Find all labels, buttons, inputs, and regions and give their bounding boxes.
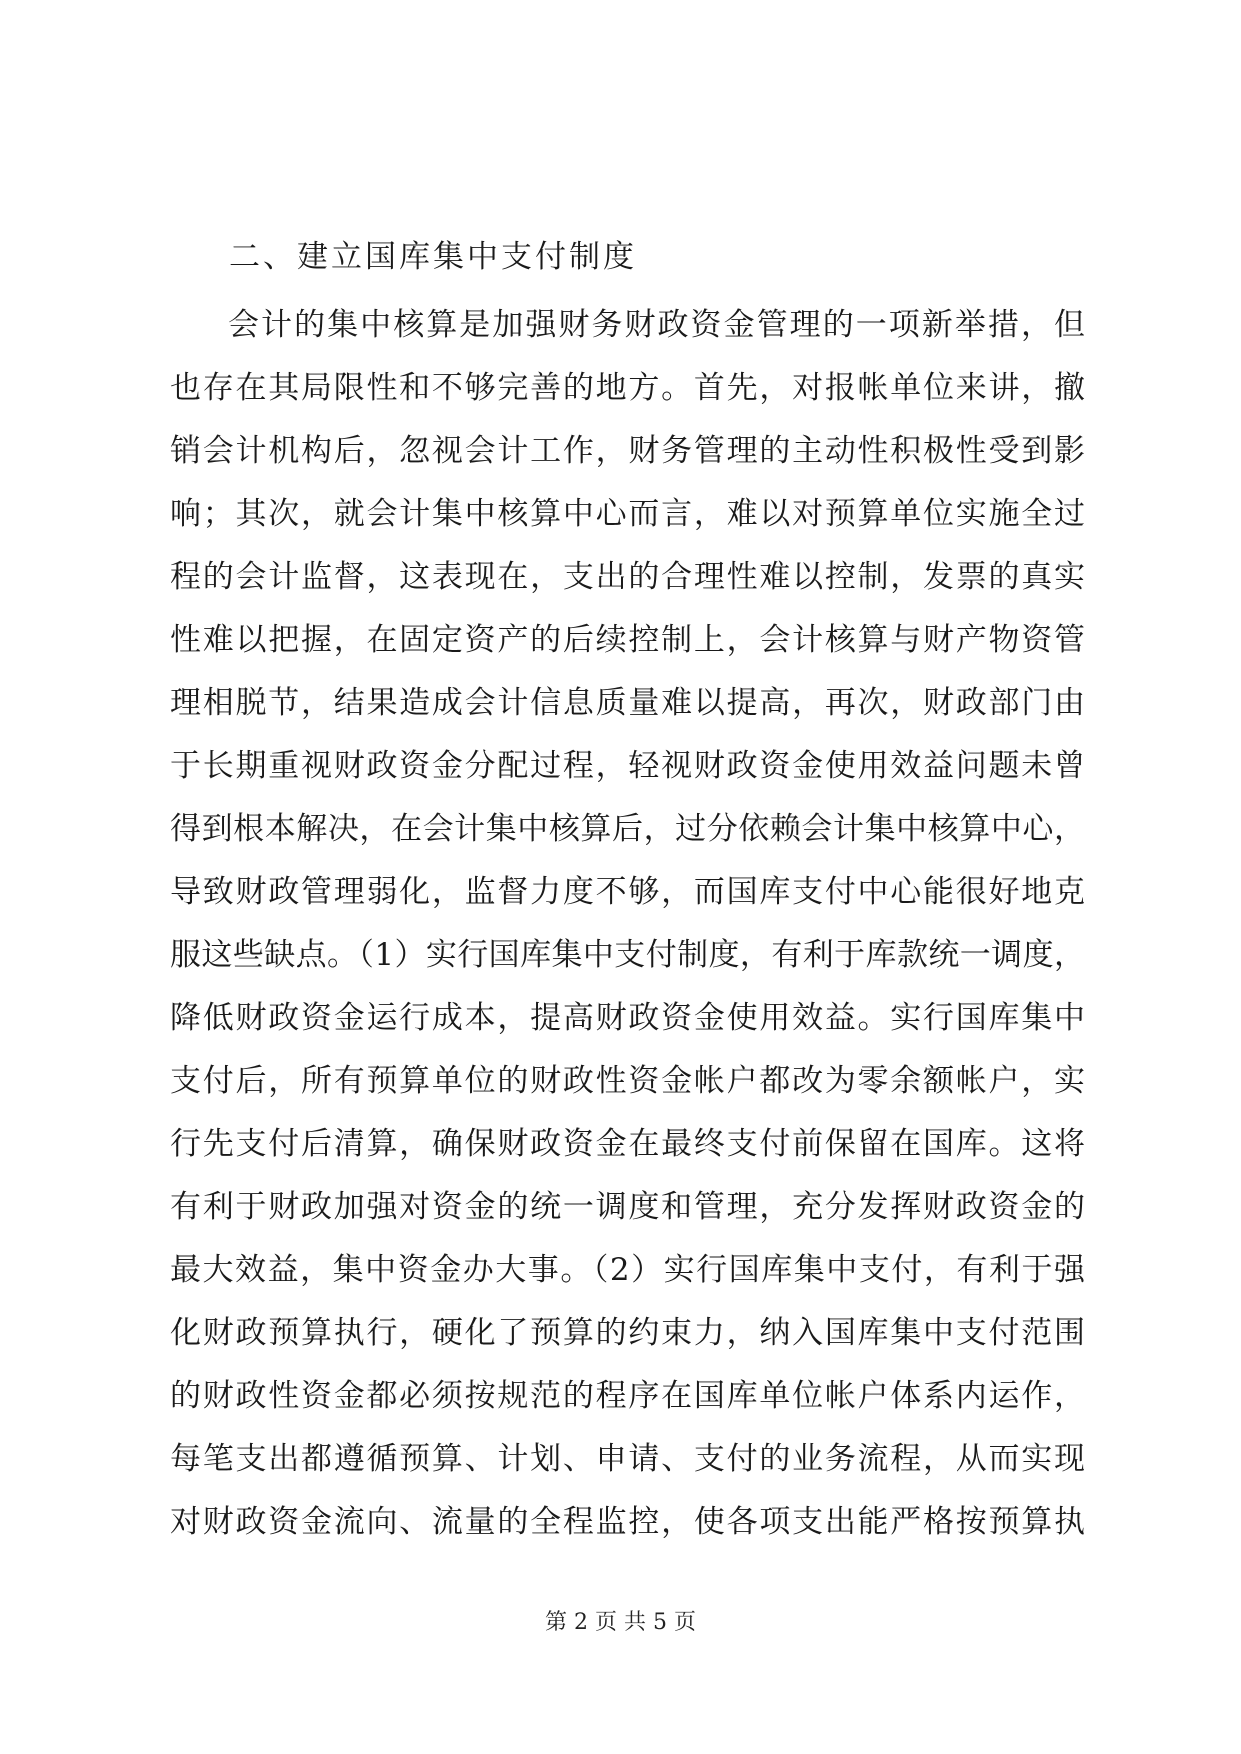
body-paragraph — [170, 294, 1085, 1554]
text-line: 得到根本解决，在会计集中核算后，过分依赖会计集中核算中心， — [170, 811, 1085, 847]
text-line: 程的会计监督，这表现在，支出的合理性难以控制，发票的真实 — [170, 559, 1085, 595]
text-line: 对财政资金流向、流量的全程监控，使各项支出能严格按预算执 — [170, 1504, 1085, 1540]
text-line: 降低财政资金运行成本，提高财政资金使用效益。实行国库集中 — [170, 1000, 1085, 1036]
section-heading: 二、建立国库集中支付制度 — [229, 239, 637, 275]
page-number-footer: 第 2 页 共 5 页 — [545, 1610, 696, 1635]
text-line: 行先支付后清算，确保财政资金在最终支付前保留在国库。这将 — [170, 1126, 1085, 1162]
text-line: 也存在其局限性和不够完善的地方。首先，对报帐单位来讲，撤 — [170, 370, 1085, 406]
text-line: 化财政预算执行，硬化了预算的约束力，纳入国库集中支付范围 — [170, 1315, 1085, 1351]
text-line: 最大效益，集中资金办大事。（2）实行国库集中支付，有利于强 — [170, 1252, 1085, 1288]
text-line: 理相脱节，结果造成会计信息质量难以提高，再次，财政部门由 — [170, 685, 1085, 721]
text-line: 响；其次，就会计集中核算中心而言，难以对预算单位实施全过 — [170, 496, 1085, 532]
text-line: 导致财政管理弱化，监督力度不够，而国库支付中心能很好地克 — [170, 874, 1085, 910]
text-line: 性难以把握，在固定资产的后续控制上，会计核算与财产物资管 — [170, 622, 1085, 658]
text-line: 有利于财政加强对资金的统一调度和管理，充分发挥财政资金的 — [170, 1189, 1085, 1225]
text-line: 的财政性资金都必须按规范的程序在国库单位帐户体系内运作， — [170, 1378, 1085, 1414]
text-line: 会计的集中核算是加强财务财政资金管理的一项新举措，但 — [228, 307, 1085, 343]
text-line: 服这些缺点。（1）实行国库集中支付制度，有利于库款统一调度， — [170, 937, 1085, 973]
text-line: 销会计机构后，忽视会计工作，财务管理的主动性积极性受到影 — [170, 433, 1085, 469]
text-line: 每笔支出都遵循预算、计划、申请、支付的业务流程，从而实现 — [170, 1441, 1085, 1477]
text-line: 支付后，所有预算单位的财政性资金帐户都改为零余额帐户，实 — [170, 1063, 1085, 1099]
text-line: 于长期重视财政资金分配过程，轻视财政资金使用效益问题未曾 — [170, 748, 1085, 784]
